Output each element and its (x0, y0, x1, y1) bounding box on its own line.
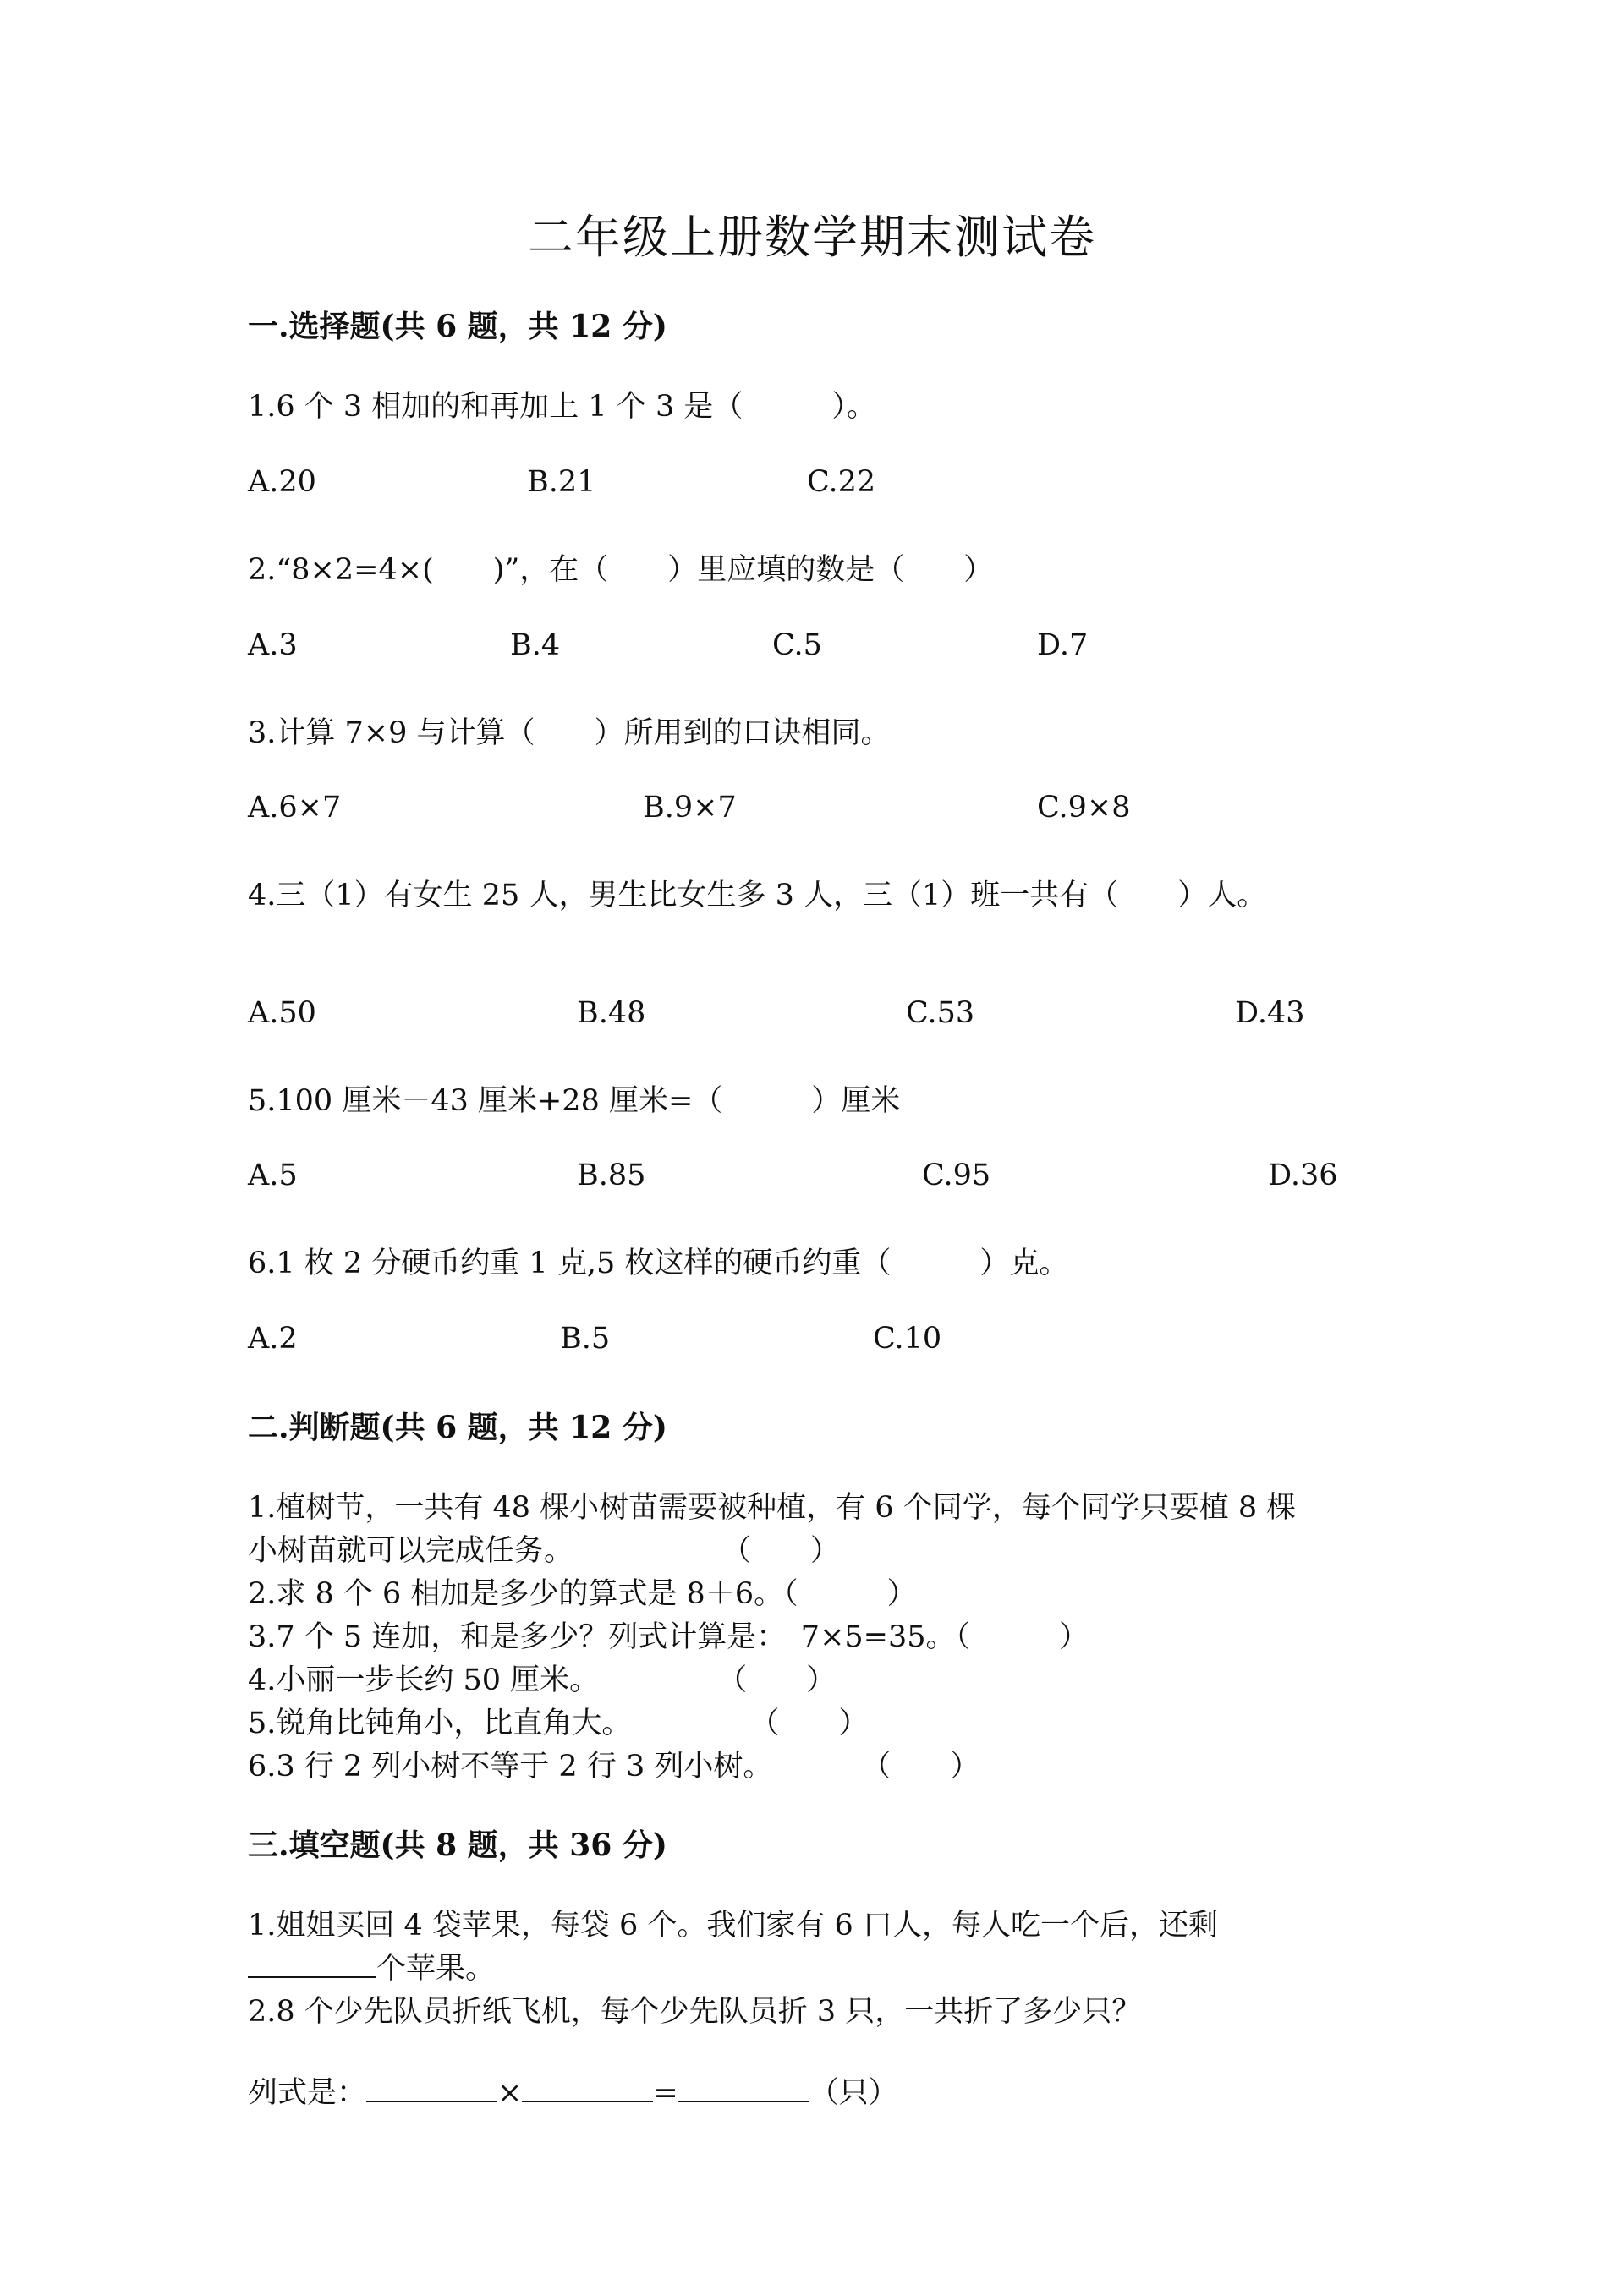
option-b: B.9×7 (643, 791, 737, 825)
option-c: C.22 (807, 465, 876, 499)
option-b: B.85 (577, 1159, 646, 1192)
option-c: C.95 (922, 1159, 991, 1192)
option-b: B.48 (577, 996, 646, 1030)
question-text: 3.计算 7×9 与计算（ ）所用到的口诀相同。 (248, 716, 891, 750)
answer-blank[interactable] (366, 2072, 497, 2102)
section-heading-choice: 一.选择题(共 6 题，共 12 分) (248, 309, 667, 344)
answer-blank[interactable] (522, 2072, 653, 2102)
statement-line: 2.求 8 个 6 相加是多少的算式是 8＋6。（ ） (248, 1577, 917, 1611)
option-a: A.5 (248, 1159, 298, 1192)
statement-line: 1.植树节，一共有 48 棵小树苗需要被种植，有 6 个同学，每个同学只要植 8 棵 (248, 1491, 1297, 1525)
option-c: C.9×8 (1037, 791, 1131, 825)
formula-line (248, 2069, 898, 2112)
option-c: C.10 (873, 1322, 942, 1356)
option-b: B.4 (510, 628, 561, 662)
option-a: A.20 (248, 465, 316, 499)
statement-line: 5.锐角比钝角小，比直角大。 （ ） (248, 1707, 869, 1740)
unit-label: （只） (809, 2076, 898, 2110)
question-line-with-blank (248, 1945, 495, 1987)
option-a: A.6×7 (248, 791, 342, 825)
times-sign: × (497, 2076, 523, 2110)
question-text: 6.1 枚 2 分硬币约重 1 克,5 枚这样的硬币约重（ ）克。 (248, 1247, 1069, 1280)
page-title: 二年级上册数学期末测试卷 (528, 211, 1096, 264)
option-c: C.5 (772, 628, 822, 662)
equals-sign: = (653, 2076, 678, 2110)
option-a: A.50 (248, 996, 316, 1030)
question-text: 4.三（1）有女生 25 人，男生比女生多 3 人，三（1）班一共有（ ）人。 (248, 879, 1267, 912)
blank-suffix: 个苹果。 (376, 1952, 496, 1986)
option-a: A.3 (248, 628, 298, 662)
option-d: D.43 (1235, 996, 1305, 1030)
statement-line: 4.小丽一步长约 50 厘米。 （ ） (248, 1663, 837, 1697)
answer-blank[interactable] (248, 1948, 376, 1978)
formula-label: 列式是： (248, 2076, 367, 2110)
option-c: C.53 (906, 996, 975, 1030)
option-b: B.21 (527, 465, 596, 499)
question-text: 2.“8×2=4×( )”，在（ ）里应填的数是（ ） (248, 553, 994, 587)
option-b: B.5 (560, 1322, 611, 1356)
question-text: 2.8 个少先队员折纸飞机，每个少先队员折 3 只，一共折了多少只？ (248, 1995, 1142, 2029)
statement-line: 6.3 行 2 列小树不等于 2 行 3 列小树。 （ ） (248, 1750, 980, 1784)
option-a: A.2 (248, 1322, 298, 1356)
option-d: D.36 (1268, 1159, 1338, 1192)
answer-blank[interactable] (678, 2072, 809, 2102)
question-text: 1.6 个 3 相加的和再加上 1 个 3 是（ ）。 (248, 390, 876, 424)
statement-line: 小树苗就可以完成任务。 （ ） (248, 1534, 841, 1568)
section-heading-judgement: 二.判断题(共 6 题，共 12 分) (248, 1410, 667, 1445)
question-text: 1.姐姐买回 4 袋苹果，每袋 6 个。我们家有 6 口人，每人吃一个后，还剩 (248, 1909, 1218, 1943)
section-heading-fill-blank: 三.填空题(共 8 题，共 36 分) (248, 1827, 667, 1863)
option-d: D.7 (1037, 628, 1089, 662)
question-text: 5.100 厘米－43 厘米+28 厘米=（ ）厘米 (248, 1084, 901, 1118)
statement-line: 3.7 个 5 连加，和是多少？列式计算是： 7×5=35。（ ） (248, 1620, 1089, 1654)
